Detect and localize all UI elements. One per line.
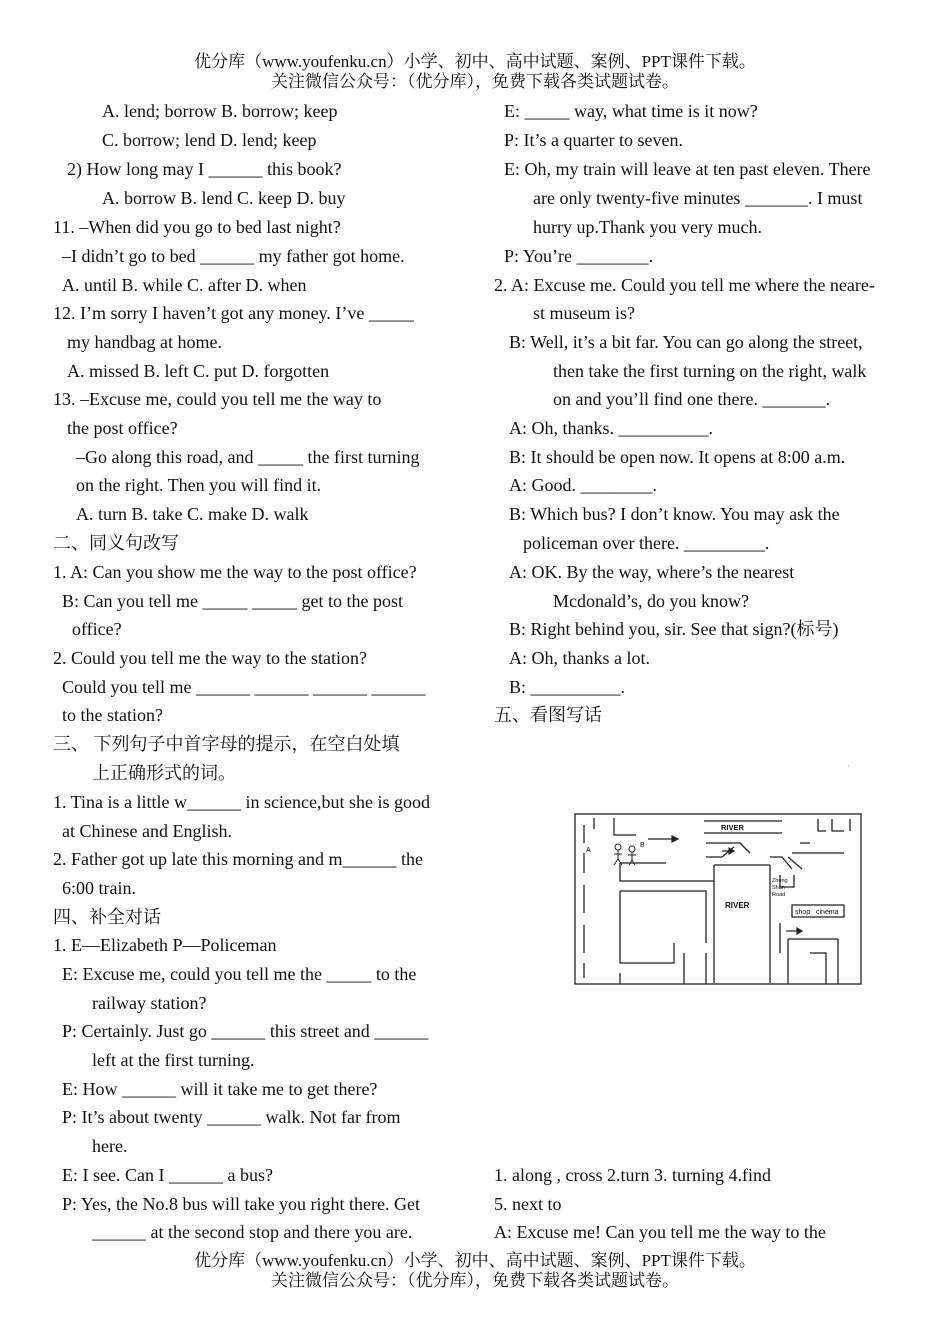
block-outline (818, 819, 850, 831)
dialogue-line: then take the first turning on the right, walk (553, 361, 867, 381)
question-line: 12. I’m sorry I haven’t got any money. I’ve _____ (53, 303, 414, 323)
dialogue-line: E: _____ way, what time is it now? (504, 101, 758, 121)
section-heading: 二、同义句改写 (53, 533, 179, 553)
option-line: A. borrow B. lend C. keep D. buy (102, 188, 346, 208)
section-heading: 上正确形式的词。 (92, 763, 236, 783)
block-outline (620, 863, 714, 881)
dialogue-line: A: OK. By the way, where’s the nearest (509, 562, 795, 582)
dialogue-line: P: It’s a quarter to seven. (504, 130, 683, 150)
block-outline (594, 818, 636, 835)
dialogue-line: here. (92, 1136, 128, 1156)
dialogue-line: B: It should be open now. It opens at 8:00 a.m. (509, 447, 846, 467)
answer-line: A: Excuse me! Can you tell me the way to the (494, 1222, 826, 1242)
dialogue-line: are only twenty-five minutes _______. I must (533, 188, 863, 208)
dialogue-line: E: I see. Can I ______ a bus? (62, 1165, 273, 1185)
question-line: –I didn’t go to bed ______ my father got home. (62, 246, 405, 266)
point-a-label: A (586, 847, 591, 854)
footer-line-2: 关注微信公众号：（优分库），免费下载各类试题试卷。 (271, 1271, 679, 1290)
dialogue-line: B: Right behind you, sir. See that sign?(标号) (509, 619, 839, 639)
question-line: B: Can you tell me _____ _____ get to the post (62, 591, 403, 611)
street-map-figure (574, 813, 862, 985)
dialogue-line: hurry up.Thank you very much. (533, 217, 762, 237)
option-line: A. turn B. take C. make D. walk (76, 504, 309, 524)
section-heading: 三、 下列句子中首字母的提示，在空白处填 (53, 734, 400, 754)
header-line-2: 关注微信公众号：（优分库），免费下载各类试题试卷。 (271, 72, 679, 91)
dialogue-line: st museum is? (533, 303, 635, 323)
dialogue-line: Mcdonald’s, do you know? (553, 591, 749, 611)
option-line: A. missed B. left C. put D. forgotten (67, 361, 330, 381)
road-segment (770, 857, 792, 869)
block-outline (620, 891, 706, 963)
dialogue-line: P: You’re ________. (504, 246, 654, 266)
dialogue-line: A: Good. ________. (509, 475, 657, 495)
question-line: at Chinese and English. (62, 821, 232, 841)
question-line: 1. Tina is a little w______ in science,but she is good (53, 792, 430, 812)
question-line: office? (72, 619, 122, 639)
question-line: 2. Father got up late this morning and m______ the (53, 849, 423, 869)
dialogue-line: P: Certainly. Just go ______ this street and ______ (62, 1021, 429, 1041)
block-outline (780, 923, 838, 984)
answer-line: 1. along , cross 2.turn 3. turning 4.find (494, 1165, 771, 1185)
map-border (575, 814, 861, 984)
question-line: 13. –Excuse me, could you tell me the way to (53, 389, 382, 409)
dialogue-line: P: Yes, the No.8 bus will take you right there. Get (62, 1194, 420, 1214)
point-b-label: B (640, 842, 645, 849)
dialogue-line: policeman over there. _________. (523, 533, 770, 553)
section-heading: 五、看图写话 (494, 705, 602, 725)
dialogue-line: P: It’s about twenty ______ walk. Not far from (62, 1107, 401, 1127)
dialogue-line: B: __________. (509, 677, 626, 697)
question-line: on the right. Then you will find it. (76, 475, 322, 495)
block-outline (792, 843, 844, 853)
option-line: A. lend; borrow B. borrow; keep (102, 101, 338, 121)
option-line: C. borrow; lend D. lend; keep (102, 130, 317, 150)
question-line: to the station? (62, 705, 163, 725)
dialogue-line: A: Oh, thanks. __________. (509, 418, 713, 438)
question-line: the post office? (67, 418, 178, 438)
dialogue-line: A: Oh, thanks a lot. (509, 648, 650, 668)
dialogue-line: 1. E—Elizabeth P—Policeman (53, 935, 277, 955)
shop-label: shop (795, 909, 811, 916)
dialogue-line: E: Excuse me, could you tell me the _____ to the (62, 964, 417, 984)
section-heading: 四、补全对话 (53, 907, 161, 927)
river-mid-banks (714, 865, 770, 983)
road-label-1: Zhong (772, 878, 788, 884)
dialogue-line: B: Well, it’s a bit far. You can go along the street, (509, 332, 863, 352)
footer-line-1: 优分库（www.youfenku.cn）小学、初中、高中试题、案例、PPT课件下载。 (194, 1251, 756, 1270)
dialogue-line: E: How ______ will it take me to get there? (62, 1079, 378, 1099)
answer-line: 5. next to (494, 1194, 562, 1214)
question-line: 2. Could you tell me the way to the station? (53, 648, 367, 668)
question-line: my handbag at home. (67, 332, 222, 352)
stray-mark: · (847, 762, 850, 771)
road-label-3: Road (772, 892, 786, 898)
question-line: 2) How long may I ______ this book? (67, 159, 342, 179)
cinema-label: cinema (816, 909, 839, 916)
river-mid-label: RIVER (725, 901, 750, 910)
block-outline (810, 953, 826, 984)
road-segment (706, 843, 750, 857)
river-top-label: RIVER (721, 823, 744, 832)
question-line: Could you tell me ______ ______ ______ ______ (62, 677, 426, 697)
dialogue-line: 2. A: Excuse me. Could you tell me where the neare- (494, 275, 875, 295)
arrow-head (672, 836, 678, 842)
people-icon (614, 844, 636, 865)
question-line: 1. A: Can you show me the way to the post office? (53, 562, 417, 582)
dialogue-line: E: Oh, my train will leave at ten past eleven. There (504, 159, 871, 179)
road-label-2: Shan (772, 885, 785, 891)
dialogue-line: left at the first turning. (92, 1050, 255, 1070)
dialogue-line: ______ at the second stop and there you are. (92, 1222, 413, 1242)
dialogue-line: on and you’ll find one there. _______. (553, 389, 830, 409)
block-outline (620, 953, 706, 984)
header-line-1: 优分库（www.youfenku.cn）小学、初中、高中试题、案例、PPT课件下载。 (194, 52, 756, 71)
question-line: 11. –When did you go to bed last night? (53, 217, 341, 237)
arrow-head (729, 848, 734, 854)
option-line: A. until B. while C. after D. when (62, 275, 307, 295)
dialogue-line: railway station? (92, 993, 207, 1013)
arrow-head (797, 928, 802, 934)
question-line: –Go along this road, and _____ the first turning (76, 447, 420, 467)
dialogue-line: B: Which bus? I don’t know. You may ask the (509, 504, 840, 524)
question-line: 6:00 train. (62, 878, 136, 898)
